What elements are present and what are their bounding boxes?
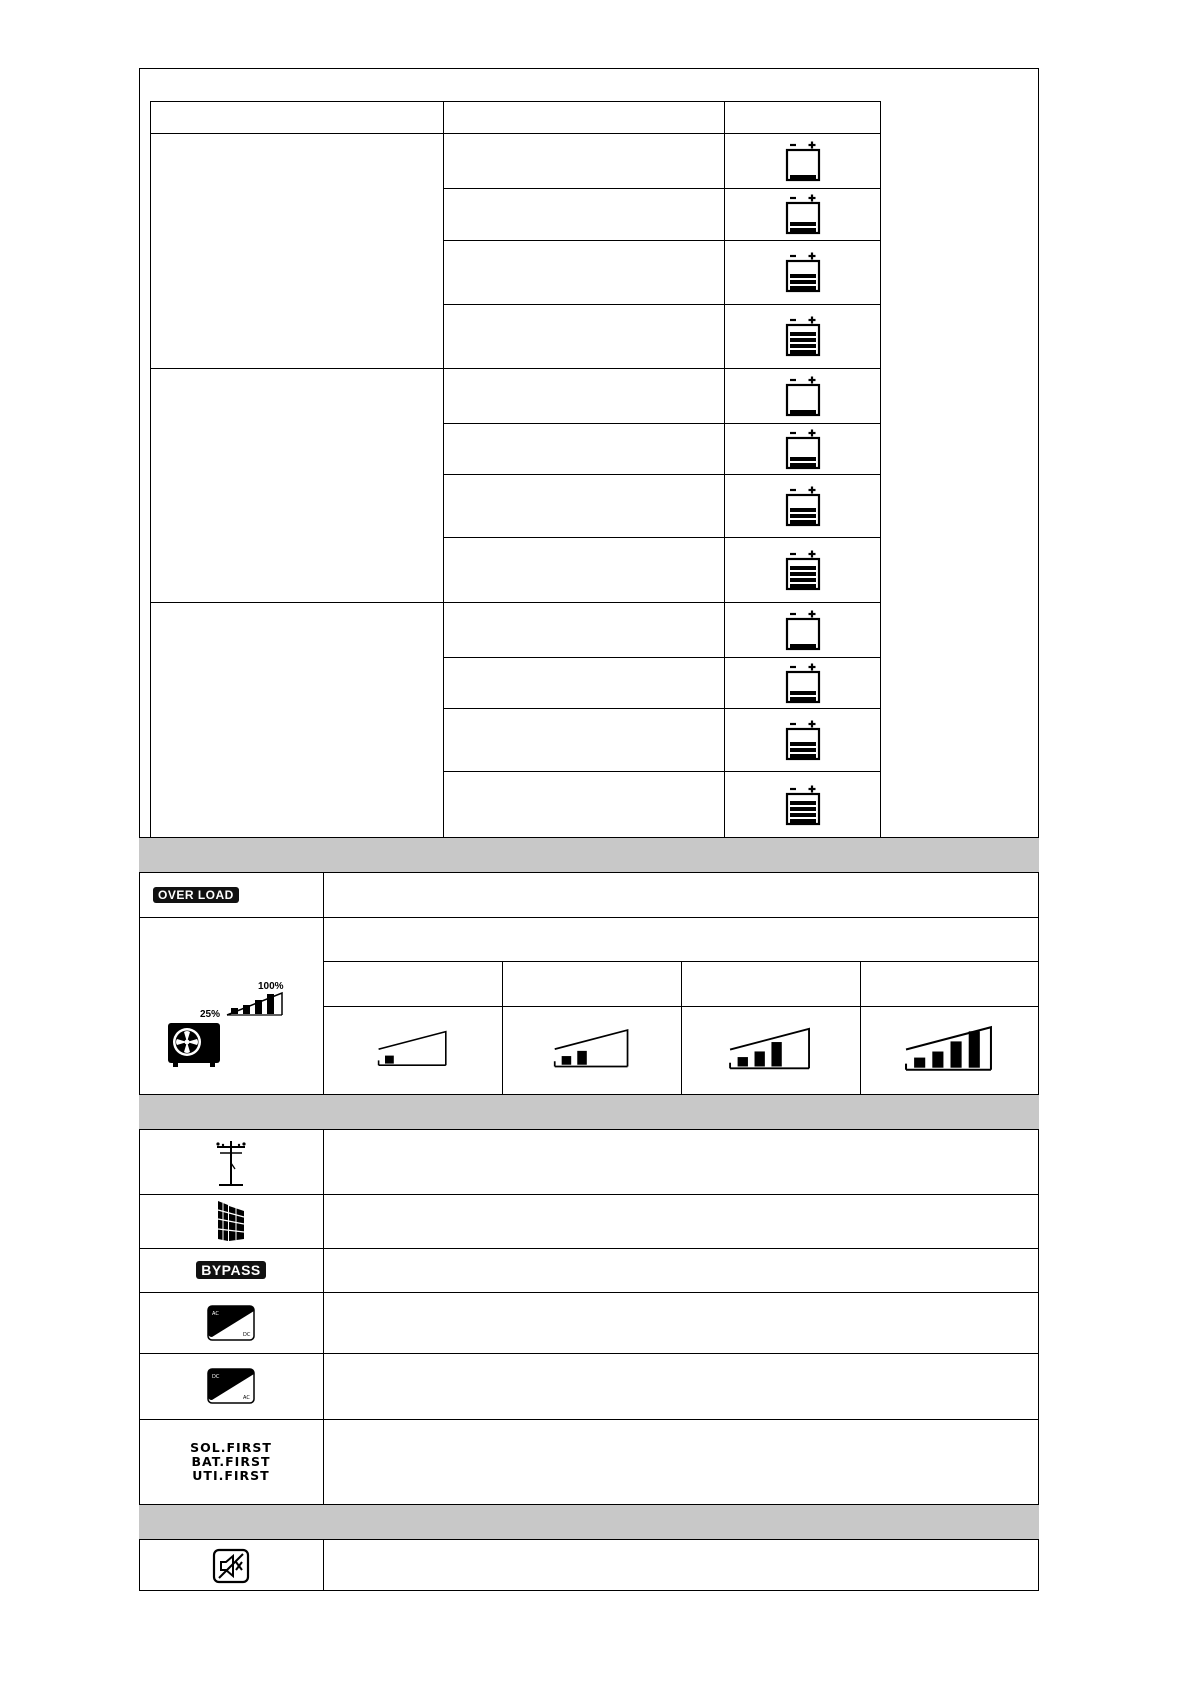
load-max-label: 100% <box>258 981 284 992</box>
load-level-gauge-icon <box>728 1027 813 1074</box>
battery-level-icon <box>785 140 821 182</box>
battery-level-icon <box>785 485 821 527</box>
mode-section-band <box>139 1094 1039 1130</box>
battery-level-icon <box>785 662 821 704</box>
dc-ac-dc-label: DC <box>212 1374 220 1380</box>
priority-mode-list <box>190 1441 272 1483</box>
bypass-indicator: BYPASS <box>196 1261 266 1279</box>
mute-icon <box>212 1548 250 1584</box>
battery-level-icon <box>785 315 821 357</box>
battery-level-icon <box>785 193 821 235</box>
dc-ac-ac-label: AC <box>243 1395 250 1401</box>
load-level-gauge-icon <box>553 1028 631 1072</box>
utility-pole-icon <box>211 1137 251 1187</box>
battery-level-icon <box>785 719 821 761</box>
priority-solar-first: SOL.FIRST <box>190 1439 272 1455</box>
battery-level-icon <box>785 609 821 651</box>
mute-section-band <box>139 1504 1039 1540</box>
battery-level-icon <box>785 549 821 591</box>
battery-level-icon <box>785 428 821 470</box>
dc-ac-icon <box>207 1368 255 1404</box>
battery-level-table <box>150 101 881 838</box>
battery-level-icon <box>785 251 821 293</box>
load-section-band <box>139 837 1039 873</box>
priority-battery-first: BAT.FIRST <box>191 1453 271 1469</box>
solar-panel-icon <box>216 1199 246 1243</box>
load-level-gauge-icon <box>904 1025 995 1076</box>
load-min-label: 25% <box>200 1009 221 1020</box>
ac-dc-ac-label: AC <box>212 1310 219 1317</box>
fan-load-icon <box>165 975 295 1070</box>
battery-level-icon <box>785 375 821 417</box>
overload-indicator: OVER LOAD <box>153 887 239 903</box>
battery-level-icon <box>785 784 821 826</box>
load-level-gauge-icon <box>377 1030 449 1070</box>
ac-dc-icon <box>207 1305 255 1341</box>
priority-utility-first: UTI.FIRST <box>192 1467 270 1483</box>
ac-dc-dc-label: DC <box>243 1331 251 1338</box>
